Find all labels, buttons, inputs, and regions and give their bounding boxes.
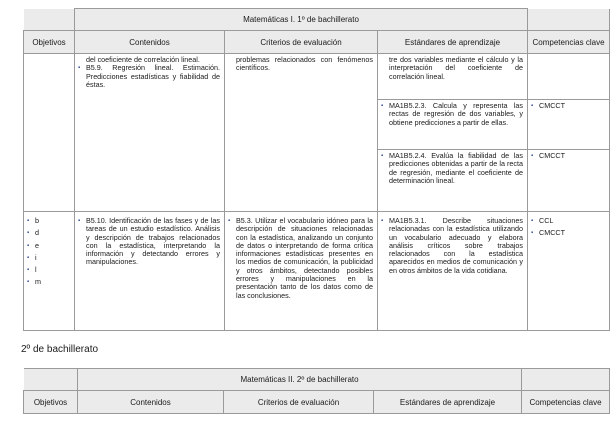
list-item: ▪ CMCCT [531,152,605,160]
col-header-competencias: Competencias clave [528,31,610,54]
list-item: ▪ CMCCT [531,229,605,237]
list-item: tre dos variables mediante el cálculo y la interpretación del coeficiente de correlación lineal. [389,55,524,81]
list-item: ▪ CCL [531,217,605,225]
objetivos-cell [24,54,75,212]
list-item: ▪ d [27,229,70,237]
list-item: ▪ B5.10. Identificación de las fases y de las tareas de un estudio estadístico. Análisis y descripción de trabajos relacionados con la estadística, interpretando la información y detectando errores y manipulaciones. [78,217,220,267]
list-item: ▪ l [27,266,70,274]
list-item: problemas relacionados con fenómenos científicos. [236,55,373,73]
col-header-estandares: Estándares de aprendizaje [374,391,522,414]
list-item: ▪ MA1B5.2.3. Calcula y representa las rectas de regresión de dos variables, y obtiene predicciones a partir de ellas. [381,102,523,127]
list-item: ▪ B5.9. Regresión lineal. Estimación. Predicciones estadísticas y fiabilidad de éstas. [78,64,220,89]
col-header-criterios: Criterios de evaluación [224,391,374,414]
header-blank-cell [528,9,610,31]
list-item: ▪ MA1B5.3.1. Describe situaciones relacionadas con la estadística utilizando un vocabulario adecuado y elabora análisis críticos sobre trabajos relacionados con la estadística aparecidos en medios de comunicación y en otros ámbitos de la vida cotidiana. [381,217,523,275]
section-heading: 2º de bachillerato [21,344,99,355]
table-title: Matemáticas II. 2º de bachillerato [78,369,522,391]
list-item: ▪ e [27,242,70,250]
competencias-cell [528,54,610,100]
contenidos-cell [75,54,225,212]
competencias-cell [528,212,610,331]
contenidos-cell [75,212,225,331]
criterios-cell [225,54,378,212]
table-matematicas-2 [23,368,610,414]
list-item: ▪ B5.3. Utilizar el vocabulario idóneo para la descripción de situaciones relacionadas con la estadística, analizando un conjunto de datos o interpretando de forma crítica informaciones estadísticas presentes en los medios de comunicación, la publicidad y otros ámbitos, detectando posibles errores y manipulaciones en la presentación tanto de los datos como de las conclusiones. [228,217,373,300]
col-header-criterios: Criterios de evaluación [225,31,378,54]
list-item: ▪ MA1B5.2.4. Evalúa la fiabilidad de las predicciones obtenidas a partir de la recta de regresión, mediante el coeficiente de determinación lineal. [381,152,523,185]
col-header-contenidos: Contenidos [75,31,225,54]
estandares-cell [378,212,528,331]
table-matematicas-1 [23,8,610,331]
list-item: ▪ b [27,217,70,225]
col-header-objetivos: Objetivos [24,31,75,54]
col-header-contenidos: Contenidos [78,391,224,414]
criterios-cell [225,212,378,331]
list-item: ▪ i [27,254,70,262]
list-item: ▪ CMCCT [531,102,605,110]
col-header-competencias: Competencias clave [522,391,610,414]
competencias-cell [528,150,610,212]
list-item: del coeficiente de correlación lineal. [86,55,200,64]
objetivos-cell [24,212,75,331]
table-title: Matemáticas I. 1º de bachillerato [75,9,528,31]
header-blank-cell [24,369,78,391]
header-blank-cell [24,9,75,31]
header-blank-cell [522,369,610,391]
competencias-cell [528,100,610,150]
col-header-estandares: Estándares de aprendizaje [378,31,528,54]
list-item: ▪ m [27,278,70,286]
estandares-cell [378,150,528,212]
col-header-objetivos: Objetivos [24,391,78,414]
estandares-cell [378,100,528,150]
estandares-cell [378,54,528,100]
